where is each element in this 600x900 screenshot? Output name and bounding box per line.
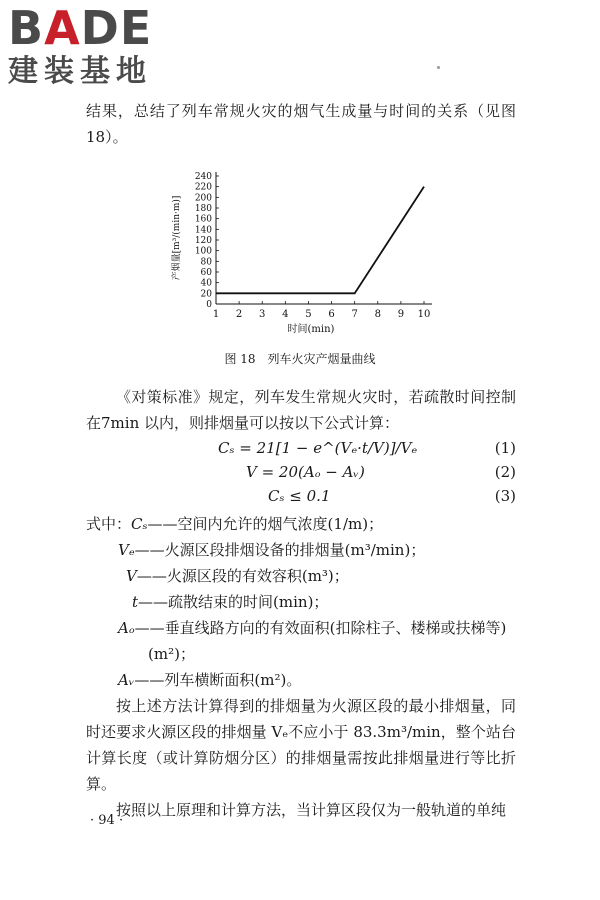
def-ao-unit: (m²)； xyxy=(148,645,195,663)
figure-caption: 图 18 列车火灾产烟量曲线 xyxy=(224,352,376,366)
x-tick-label: 9 xyxy=(397,309,405,320)
y-tick-label: 60 xyxy=(200,268,212,278)
x-tick-label: 8 xyxy=(374,309,381,320)
def-t xyxy=(132,589,328,615)
def-av xyxy=(118,667,301,693)
y-tick-label: 20 xyxy=(200,289,212,300)
formula-1-number: (1) xyxy=(494,439,516,457)
formula-1-expression: Cₛ = 21[1 − e^(Vₑ·t/V)]/Vₑ xyxy=(218,439,418,457)
formula-2-number: (2) xyxy=(494,463,516,481)
def-ve-text: ——火源区段排烟设备的排烟量(m³/min)； xyxy=(134,541,426,559)
def-lead: 式中： xyxy=(86,515,132,533)
def-av-symbol: Aᵥ xyxy=(118,671,135,689)
x-tick-label: 10 xyxy=(417,309,431,320)
logo-letter-a: A xyxy=(44,1,81,55)
x-tick-label: 4 xyxy=(282,309,289,320)
y-tick-label: 40 xyxy=(200,278,212,289)
speck-dot xyxy=(437,66,440,69)
y-tick-label: 100 xyxy=(194,246,212,257)
def-v-symbol: V xyxy=(126,567,137,585)
y-tick-label: 80 xyxy=(200,257,212,268)
x-tick-label: 1 xyxy=(212,309,220,320)
y-axis-ticks xyxy=(195,172,219,310)
y-tick-label: 240 xyxy=(194,172,212,182)
y-tick-label: 160 xyxy=(194,214,212,225)
def-cs-text: ——空间内允许的烟气浓度(1/m)； xyxy=(147,515,384,533)
rule-paragraph: 《对策标准》规定，列车发生常规火灾时，若疏散时间控制在7min 以内，则排烟量可以按以下公式计算： xyxy=(86,388,516,432)
smoke-production-chart xyxy=(166,162,446,352)
x-axis-label: 时间(min) xyxy=(287,324,335,335)
y-tick-label: 0 xyxy=(206,300,212,310)
def-t-symbol: t xyxy=(132,593,139,611)
smoke-curve xyxy=(216,187,424,294)
def-ao-symbol: Aₒ xyxy=(118,619,135,637)
def-v xyxy=(126,563,349,589)
x-tick-label: 3 xyxy=(259,309,266,320)
x-tick-label: 6 xyxy=(328,309,335,320)
def-ao-text: ——垂直线路方向的有效面积(扣除柱子、楼梯或扶梯等) xyxy=(134,619,507,637)
y-tick-label: 200 xyxy=(194,193,212,204)
result-paragraph: 按上述方法计算得到的排烟量为火源区段的最小排烟量，同时还要求火源区段的排烟量 Vₑ不应小于 83.3m³/min，整个站台计算长度（或计算防烟分区）的排烟量需按此排烟量进行等比折算。 xyxy=(86,697,516,793)
x-tick-label: 2 xyxy=(235,309,243,320)
def-cs-symbol: Cₛ xyxy=(131,515,148,533)
formula-2 xyxy=(86,463,516,487)
def-av-text: ——列车横断面积(m²)。 xyxy=(134,671,302,689)
formula-2-expression: V = 20(Aₒ − Aᵥ) xyxy=(246,463,365,481)
formula-3-expression: Cₛ ≤ 0.1 xyxy=(268,487,331,505)
x-tick-label: 7 xyxy=(351,309,358,320)
logo-subtitle: 建装基地 xyxy=(8,54,152,89)
y-tick-label: 220 xyxy=(194,182,212,193)
logo-letter-b: B xyxy=(8,1,45,55)
page-number: · 94 · xyxy=(90,813,124,828)
logo-letters-de: DE xyxy=(80,1,153,55)
logo-wordmark xyxy=(8,1,176,55)
intro-paragraph: 结果，总结了列车常规火灾的烟气生成量与时间的关系（见图18）。 xyxy=(86,102,516,146)
formula-1 xyxy=(86,439,516,463)
def-ve-symbol: Vₑ xyxy=(118,541,135,559)
def-t-text: ——疏散结束的时间(min)； xyxy=(138,593,329,611)
def-ve xyxy=(118,537,425,563)
brand-logo xyxy=(8,1,176,90)
formula-3-number: (3) xyxy=(494,487,516,505)
formula-3 xyxy=(86,487,516,511)
x-tick-label: 5 xyxy=(305,309,312,320)
def-v-text: ——火源区段的有效容积(m³)； xyxy=(136,567,349,585)
y-tick-label: 120 xyxy=(194,236,212,246)
y-tick-label: 140 xyxy=(194,225,212,236)
y-axis-label: 产烟量[m³/(min·m)] xyxy=(172,195,182,281)
y-tick-label: 180 xyxy=(194,204,212,214)
last-paragraph: 按照以上原理和计算方法，当计算区段仅为一般轨道的单纯 xyxy=(116,801,507,819)
def-cs xyxy=(86,511,383,537)
def-ao xyxy=(118,615,506,641)
